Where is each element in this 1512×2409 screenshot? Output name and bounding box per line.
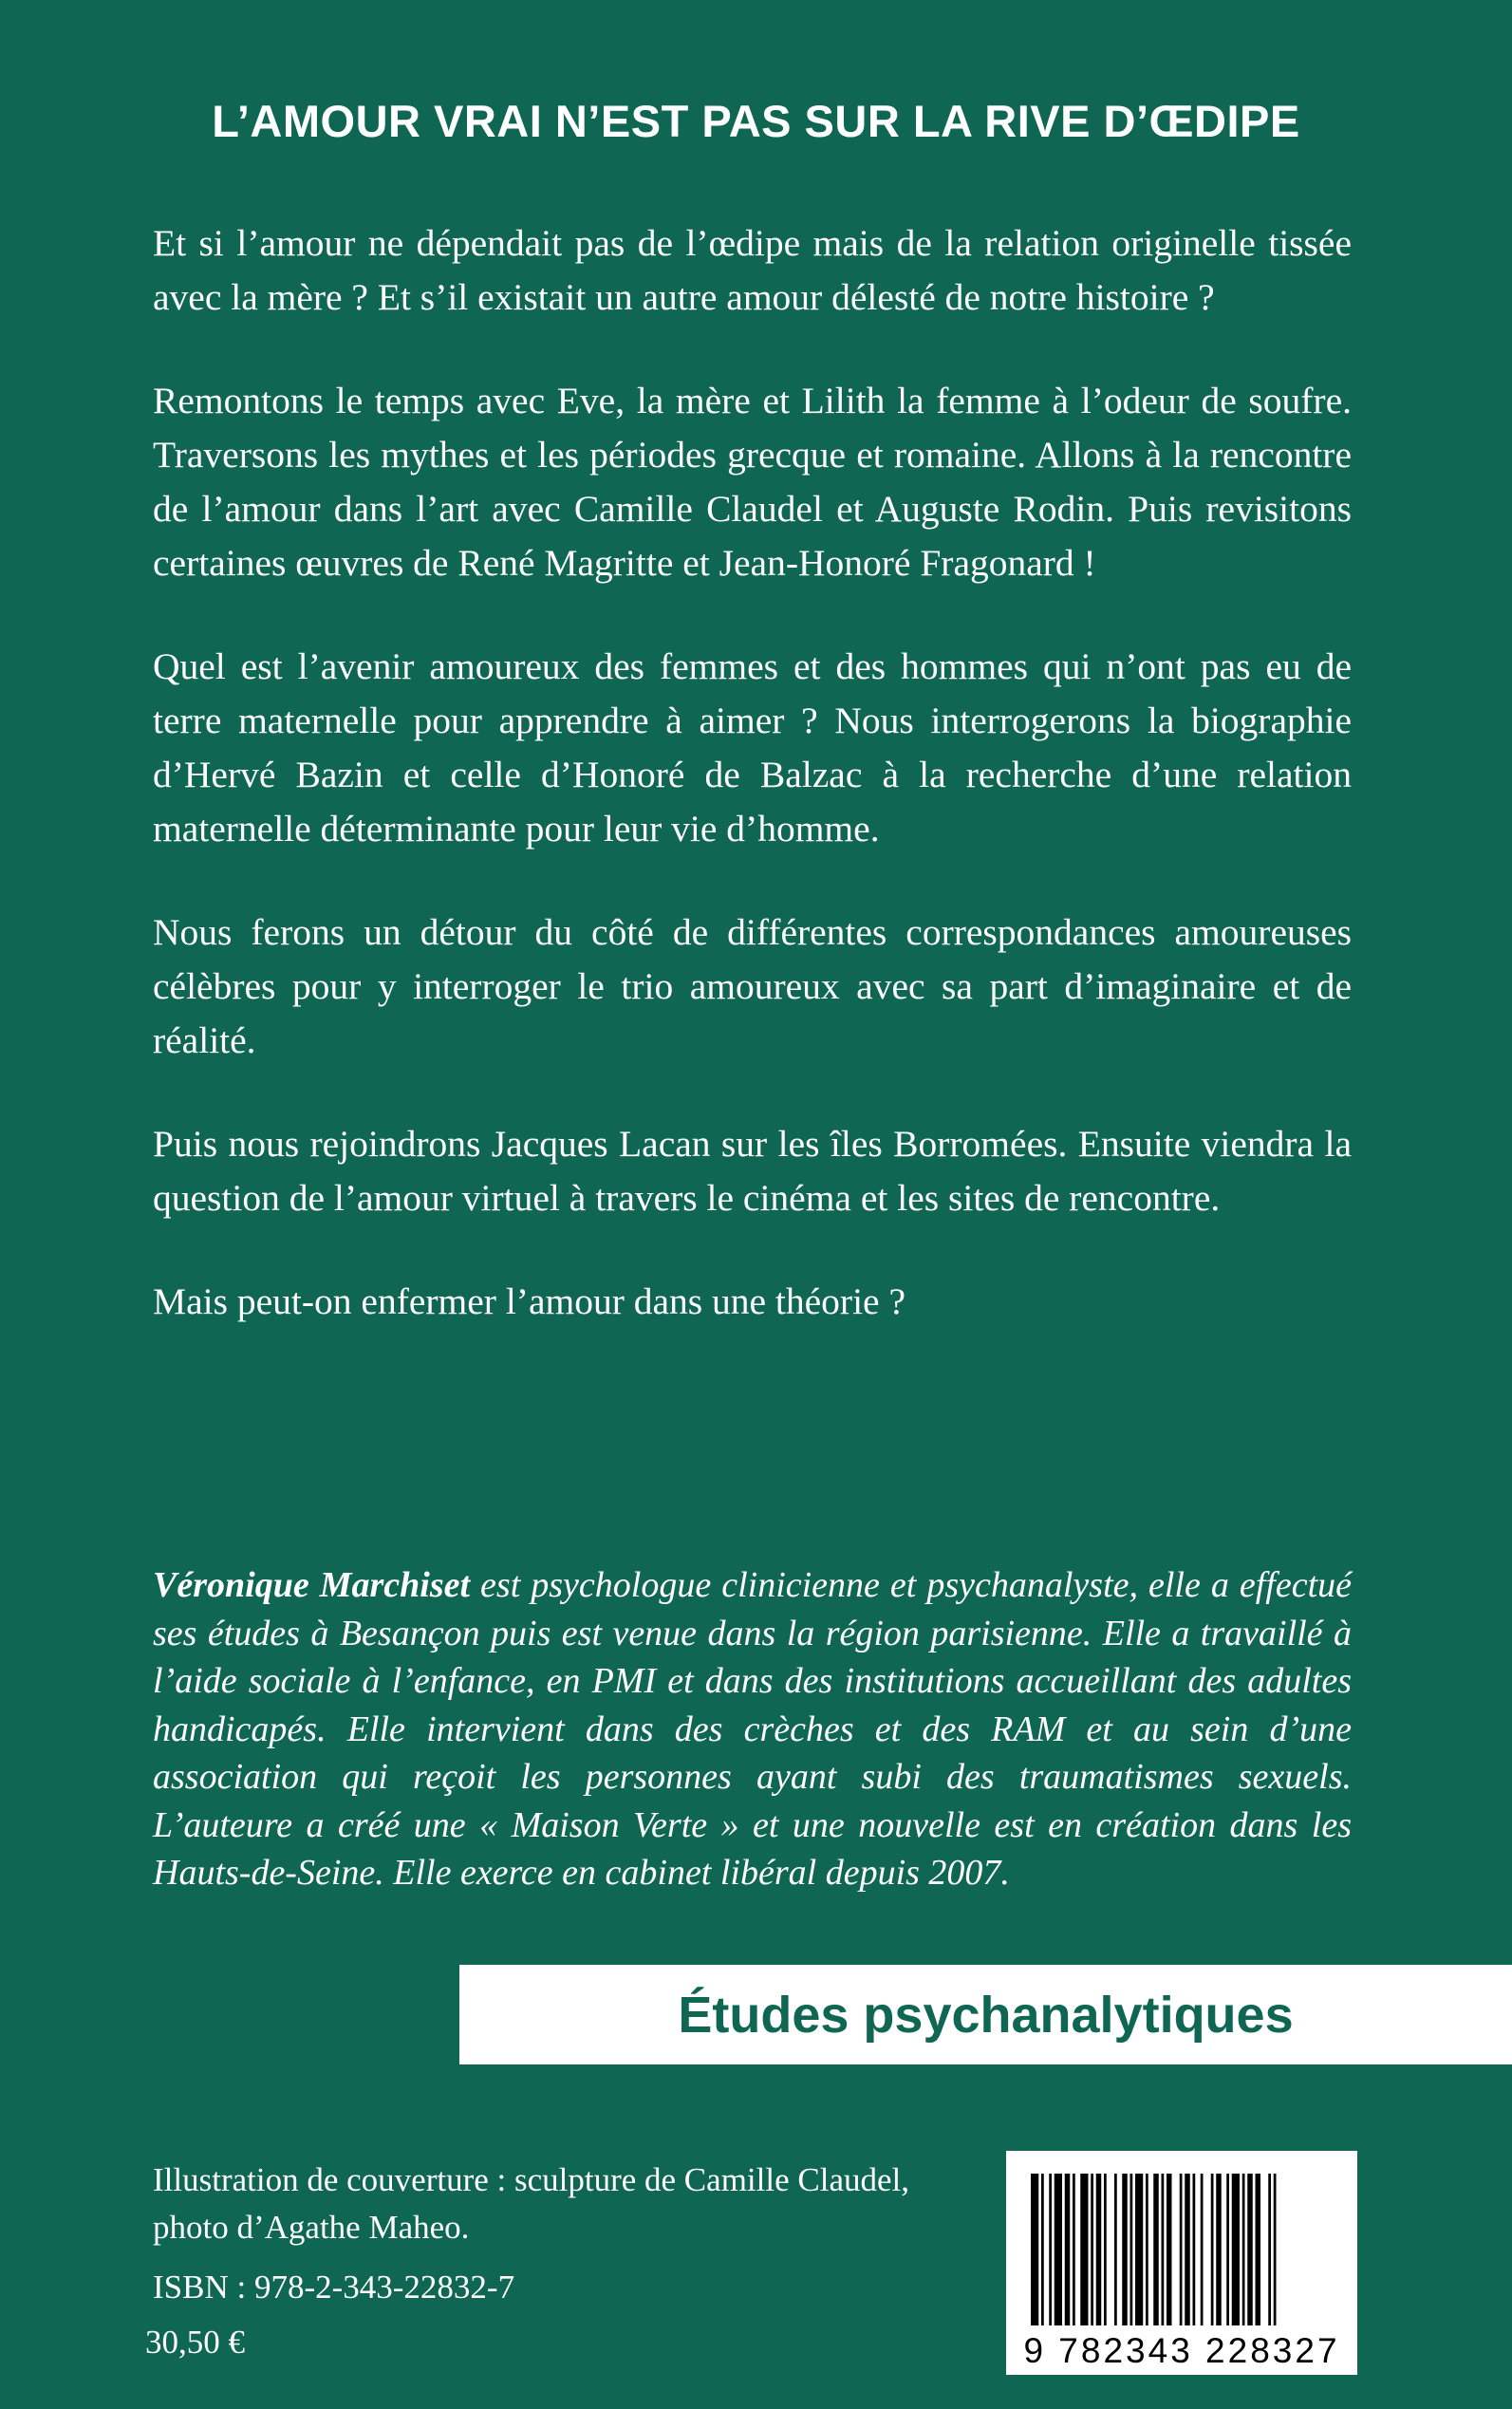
barcode-bar — [1247, 2174, 1253, 2325]
barcode-bar — [1216, 2174, 1222, 2325]
barcode-digits: 9 782343 228327 — [1023, 2331, 1340, 2370]
synopsis-paragraph: Remontons le temps avec Eve, la mère et Lilith la femme à l’odeur de soufre. Traversons les mythes et les périodes grecque et romaine. Allons à la rencontre de l’amour dans l’art avec Camille Claudel et Auguste Rodin. Puis revisitons certaines œuvres de René Magritte et Jean-Honoré Fragonard ! — [153, 380, 1352, 584]
barcode-bar — [1041, 2174, 1044, 2325]
series-band — [459, 1965, 1512, 2064]
synopsis-paragraph: Quel est l’avenir amoureux des femmes et des hommes qui n’ont pas eu de terre maternelle pour apprendre à aimer ? Nous interrogerons la biographie d’Hervé Bazin et celle d’Honoré de Balzac à la recherche d’une relation maternelle déterminante pour leur vie d’homme. — [153, 645, 1352, 850]
barcode-bar — [1153, 2174, 1159, 2325]
synopsis-paragraph: Mais peut-on enfermer l’amour dans une théorie ? — [153, 1280, 905, 1322]
barcode-bar — [1114, 2174, 1117, 2325]
barcode-bar — [1180, 2174, 1183, 2325]
barcode-bar — [1055, 2174, 1062, 2325]
barcode-bar — [1122, 2174, 1128, 2325]
series-name: Études psychanalytiques — [678, 1986, 1294, 2044]
barcode-bar — [1167, 2174, 1172, 2325]
barcode-bar — [1256, 2174, 1261, 2325]
synopsis-paragraph: Nous ferons un détour du côté de différentes correspondances amoureuses célèbres pour y interroger le trio amoureux avec sa part d’imaginaire et de réalité. — [153, 911, 1352, 1061]
barcode-bar — [1104, 2174, 1107, 2325]
isbn: ISBN : 978-2-343-22832-7 — [153, 2269, 515, 2306]
author-name: Véronique Marchiset — [153, 1565, 471, 1605]
barcode-bar — [1091, 2174, 1093, 2325]
author-bio-text: est psychologue clinicienne et psychanalyste, elle a effectué ses études à Besançon puis est venue dans la région parisienne. Elle a travaillé à l’aide sociale à l’enfance, en PMI et dans des institutions accueillant des adultes handicapés. Elle intervient dans des crèches et des RAM et au sein d’une association qui reçoit les personnes ayant subi des traumatismes sexuels. L’auteure a créé une « Maison Verte » et une nouvelle est en création dans les Hauts-de-Seine. Elle exerce en cabinet libéral depuis 2007. — [153, 1565, 1352, 1893]
author-bio — [153, 1561, 1352, 1897]
credit-line: Illustration de couverture : sculpture de Camille Claudel, — [153, 2161, 909, 2198]
price: 30,50 € — [145, 2324, 245, 2361]
cover-credit — [153, 2157, 1007, 2251]
synopsis — [153, 216, 1352, 1378]
synopsis-paragraph: Et si l’amour ne dépendait pas de l’œdipe mais de la relation originelle tissée avec la mère ? Et s’il existait un autre amour délesté de notre histoire ? — [153, 222, 1352, 318]
barcode-bar — [1080, 2174, 1088, 2325]
barcode-bar — [1232, 2174, 1240, 2325]
barcode-bar — [1073, 2174, 1075, 2325]
barcode-bar — [1211, 2174, 1214, 2325]
barcode-bar — [1274, 2174, 1277, 2325]
barcode-bar — [1193, 2174, 1196, 2325]
barcode-bar — [1146, 2174, 1148, 2325]
barcode-bar — [1162, 2174, 1165, 2325]
book-title: L’AMOUR VRAI N’EST PAS SUR LA RIVE D’ŒDIPE — [212, 96, 1300, 146]
barcode-bar — [1242, 2174, 1245, 2325]
barcode-bar — [1201, 2174, 1204, 2325]
barcode-bar — [1268, 2174, 1271, 2325]
barcode — [1006, 2151, 1357, 2375]
barcode-bar — [1226, 2174, 1229, 2325]
barcode-bar — [1185, 2174, 1190, 2325]
barcode-bar — [1065, 2174, 1071, 2325]
credit-line: photo d’Agathe Maheo. — [153, 2209, 470, 2246]
synopsis-paragraph: Puis nous rejoindrons Jacques Lacan sur les îles Borromées. Ensuite viendra la question de l’amour virtuel à travers le cinéma et les sites de rencontre. — [153, 1123, 1352, 1219]
barcode-bar — [1135, 2174, 1143, 2325]
barcode-bar — [1096, 2174, 1102, 2325]
barcode-bar — [1130, 2174, 1133, 2325]
barcode-bar — [1049, 2174, 1052, 2325]
barcode-bar — [1031, 2174, 1038, 2325]
